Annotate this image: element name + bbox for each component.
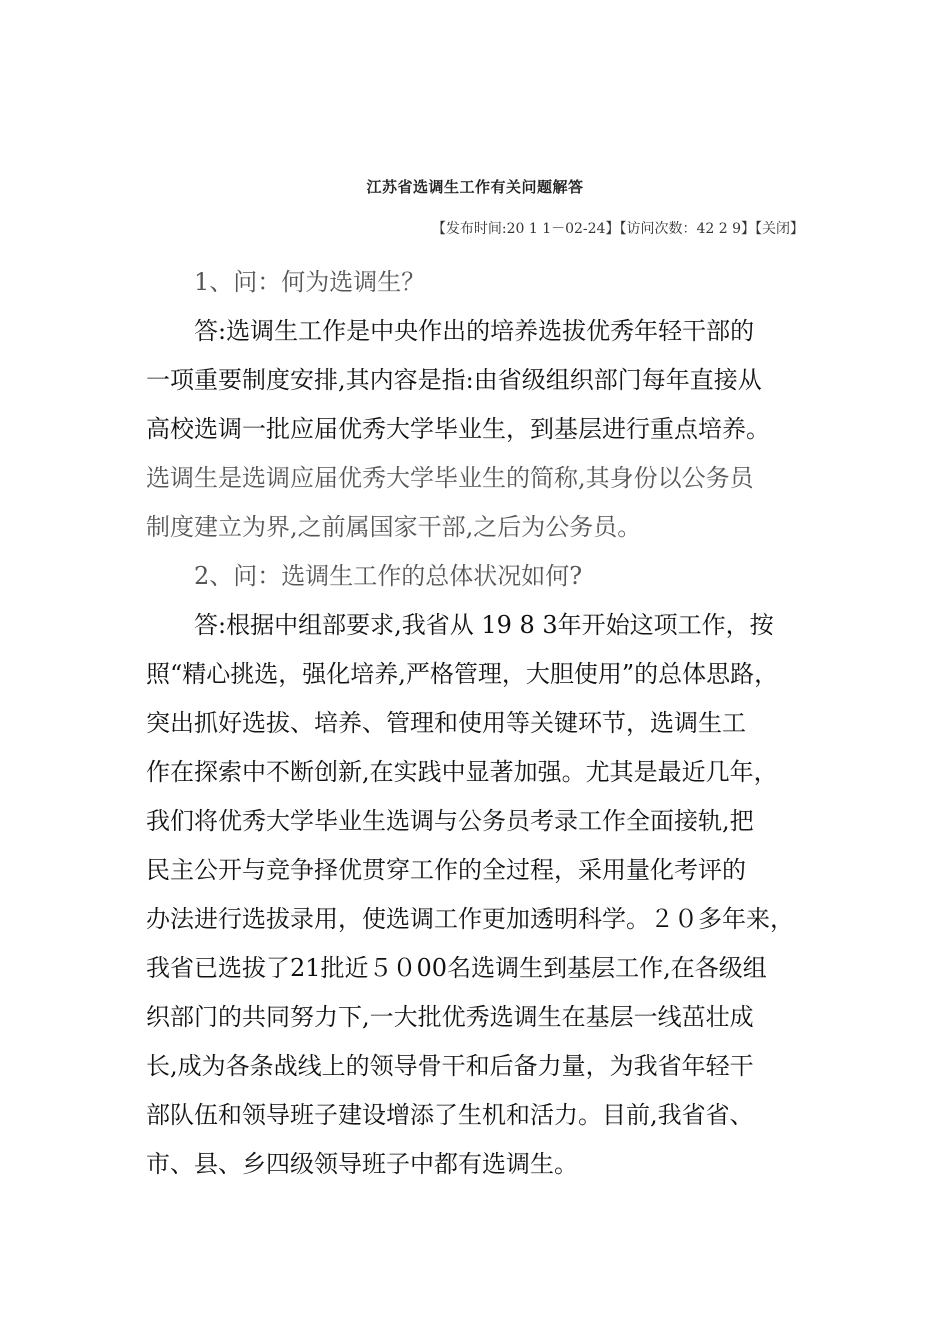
answer-2-line-3: 突出抓好选拔、培养、管理和使用等关键环节，选调生工 [146,709,746,737]
answer-2-line-4: 作在探索中不断创新,在实践中显著加强。尤其是最近几年， [146,758,778,786]
answer-2-line-12: 市、县、乡四级领导班子中都有选调生。 [146,1150,578,1178]
document-meta [432,218,804,238]
answer-1-line-5: 制度建立为界,之前属国家干部,之后为公务员。 [146,513,642,541]
answer-2-line-8: 我省已选拔了21批近５０00名选调生到基层工作,在各级组 [146,954,767,982]
answer-2-line-6: 民主公开与竞争择优贯穿工作的全过程，采用量化考评的 [146,856,746,884]
publish-time: 【发布时间:20 1 1－02-24】 [431,221,620,237]
answer-2-line-11: 部队伍和领导班子建设增添了生机和活力。目前,我省省、 [146,1101,754,1129]
answer-1-line-3: 高校选调一批应届优秀大学毕业生，到基层进行重点培养。 [146,415,770,443]
close-link[interactable]: 【关闭】 [755,221,804,237]
answer-1-line-2: 一项重要制度安排,其内容是指:由省级组织部门每年直接从 [146,366,762,394]
answer-1-line-1: 答:选调生工作是中央作出的培养选拔优秀年轻干部的 [194,317,755,345]
answer-2-line-1: 答:根据中组部要求,我省从 19 8 3年开始这项工作，按 [194,611,774,639]
question-1: 1、问：何为选调生？ [194,268,426,296]
answer-2-line-10: 长,成为各条战线上的领导骨干和后备力量，为我省年轻干 [146,1052,754,1080]
document-title: 江苏省选调生工作有关问题解答 [366,178,584,196]
answer-2-line-7: 办法进行选拔录用，使选调工作更加透明科学。２０多年来， [146,905,794,933]
answer-1-line-4: 选调生是选调应届优秀大学毕业生的简称,其身份以公务员 [146,464,754,492]
answer-2-line-5: 我们将优秀大学毕业生选调与公务员考录工作全面接轨,把 [146,807,754,835]
question-2: 2、问：选调生工作的总体状况如何? [194,562,583,590]
visit-count: 【访问次数：42 2 9】 [619,221,755,237]
answer-2-line-9: 织部门的共同努力下,一大批优秀选调生在基层一线茁壮成 [146,1003,754,1031]
document-body [146,258,826,1189]
answer-2-line-2: 照“精心挑选，强化培养,严格管理，大胆使用”的总体思路， [146,660,779,688]
